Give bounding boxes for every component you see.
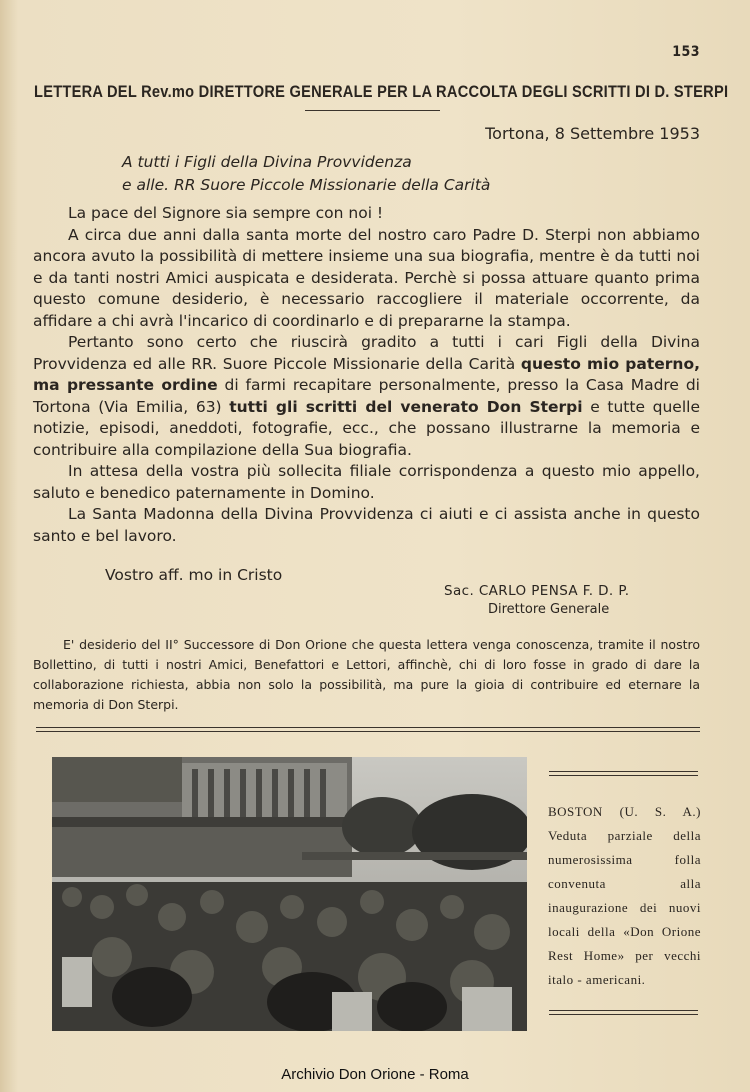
body-paragraph — [33, 332, 700, 461]
bold-text-run: questo mio paterno, ma pressante ordine — [33, 354, 700, 394]
text-run: di farmi recapitare personalmente, presso la Casa Madre di Tortona (Via Emilia, 63) — [33, 376, 700, 416]
signer-title: Direttore Generale — [488, 602, 610, 617]
caption-top-rule — [549, 771, 698, 776]
page-number: 153 — [672, 44, 700, 60]
text-run: e tutte quelle notizie, episodi, aneddoti, fotografie, ecc., che possano illustrarne la memoria e contribuire alla compilazione della Sua biografia. — [33, 397, 700, 459]
body-paragraph: A circa due anni dalla santa morte del nostro caro Padre D. Sterpi non abbiamo ancora avuto la possibilità di mettere insieme una sua biografia, mentre è da tutti noi e da tanti nostri Amici auspicata e desiderata. Perchè si possa attuare quanto prima questo comune desiderio, è necessario raccogliere il materiale occorrente, da affidare a chi avrà l'incarico di coordinarlo e di prepararne la stampa. — [33, 225, 700, 330]
body-paragraph: La Santa Madonna della Divina Provvidenza ci aiuti e ci assista anche in questo santo e bel lavoro. — [33, 505, 700, 545]
archive-footer: Archivio Don Orione - Roma — [281, 1066, 469, 1083]
greeting-paragraph: La pace del Signore sia sempre con noi ! — [68, 204, 384, 222]
bold-text-run: tutti gli scritti del venerato Don Sterpi — [229, 397, 583, 416]
headline-rule — [305, 110, 440, 111]
caption-bottom-rule — [549, 1010, 698, 1015]
photo-illustration — [52, 757, 527, 1031]
signer-name: Sac. CARLO PENSA F. D. P. — [444, 583, 630, 599]
closing-salutation: Vostro aff. mo in Cristo — [105, 566, 283, 584]
address-block — [122, 151, 490, 197]
photo-caption: BOSTON (U. S. A.) Veduta parziale della numerosissima folla convenuta alla inaugurazione dei nuovi locali della «Don Orione Rest Home» per vecchi italo - americani. — [548, 804, 701, 987]
crowd-photo — [52, 757, 527, 1031]
letter-body — [33, 203, 700, 547]
address-line: e alle. RR Suore Piccole Missionarie della Carità — [122, 176, 491, 194]
note-paragraph: E' desiderio del II° Successore di Don Orione che questa lettera venga conoscenza, tramite il nostro Bollettino, di tutti i nostri Amici, Benefattori e Lettori, affinchè, chi di loro fosse in grado di dare la collaborazione richiesta, abbia non solo la possibilità, ma pure la gioia di contribuire ed eternare la memoria di Don Sterpi. — [33, 637, 700, 712]
article-headline: LETTERA DEL Rev.mo DIRETTORE GENERALE PER LA RACCOLTA DEGLI SCRITTI DI D. STERPI — [34, 82, 729, 101]
section-divider — [36, 727, 700, 732]
address-line: A tutti i Figli della Divina Provvidenza — [122, 153, 412, 171]
dateline: Tortona, 8 Settembre 1953 — [485, 124, 700, 143]
text-run: Pertanto sono certo che riuscirà gradito a tutti i cari Figli della Divina Provvidenza ed alle RR. Suore Piccole Missionarie della Carità — [33, 333, 700, 373]
editorial-note — [33, 635, 700, 715]
body-paragraph: In attesa della vostra più sollecita filiale corrispondenza a questo mio appello, saluto e benedico paternamente in Domino. — [33, 462, 700, 502]
